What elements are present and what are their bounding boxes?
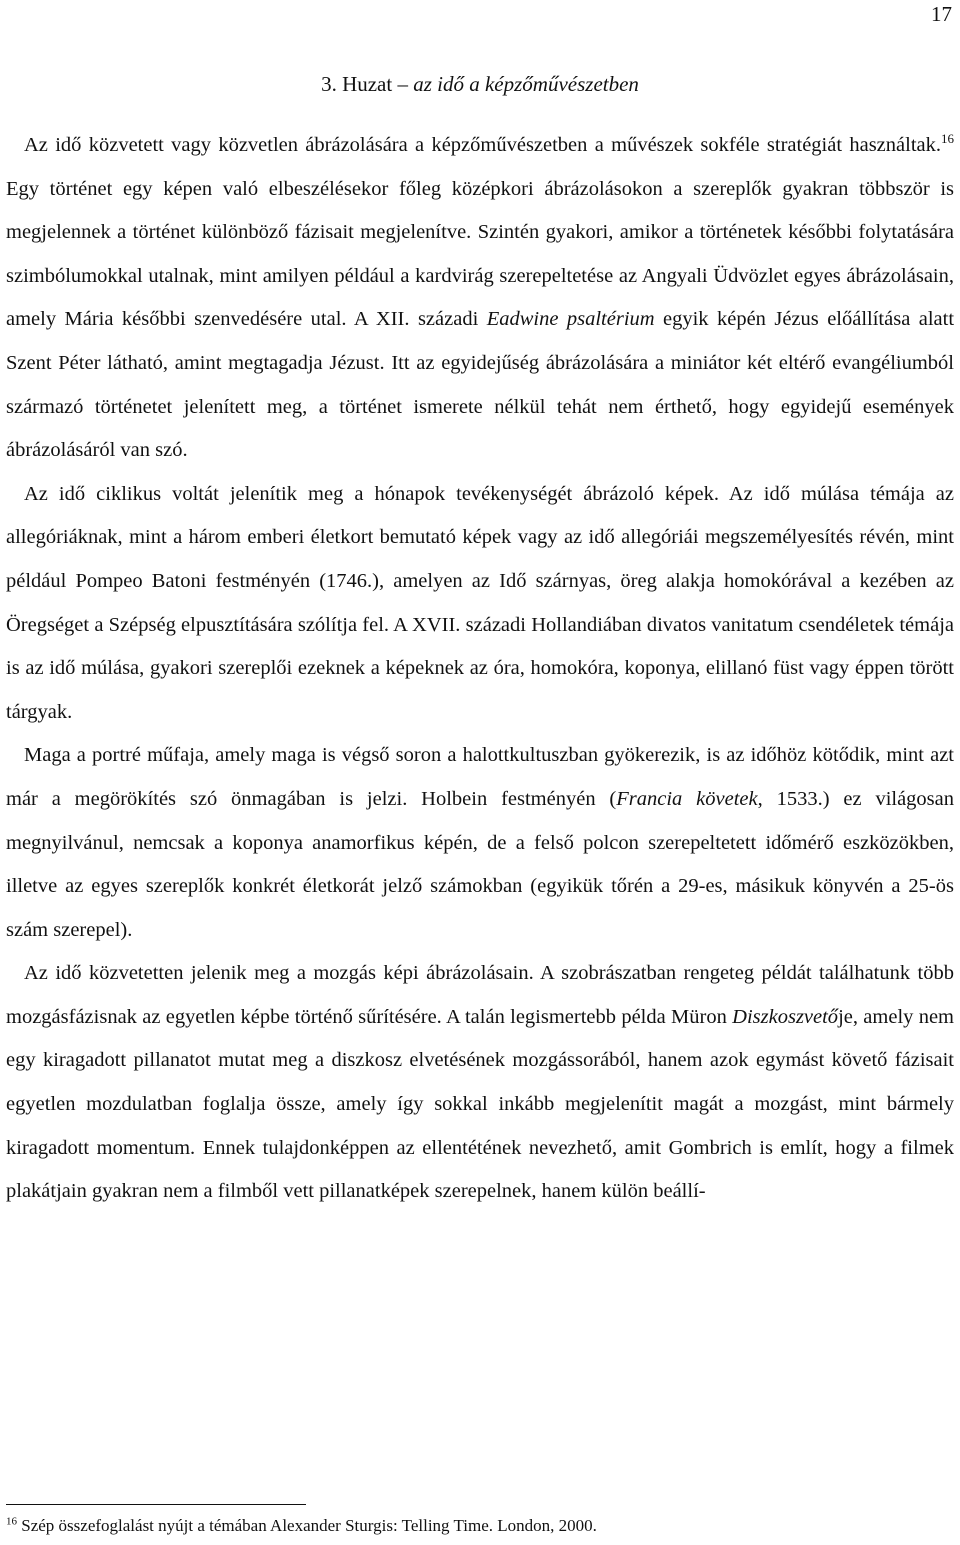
paragraph-4 — [6, 952, 954, 1214]
paragraph-3-text-a: Maga a portré műfaja, amely maga is végső soron a halottkultuszban gyökerezik, is az időhöz kötődik, mint azt már a megörökítés szó önmagában is jelzi. Holbein festményén ( — [6, 744, 954, 810]
paragraph-1-text-a: Az idő közvetett vagy közvetlen ábrázolására a képzőművészetben a művészek sokféle stratégiát használtak. — [24, 134, 941, 156]
body-text — [6, 124, 954, 1214]
chapter-number: 3. Huzat – — [321, 72, 414, 96]
paragraph-3-italic: Francia követek — [616, 787, 758, 810]
paragraph-2: Az idő ciklikus voltát jelenítik meg a hónapok tevékenységét ábrázoló képek. Az idő múlása témája az allegóriáknak, mint a három emberi életkort bemutató képek vagy az idő allegóriái megszemélyesítés révén, mint például Pompeo Batoni festményén (1746.), amelyen az Idő szárnyas, öreg alakja homokórával a kezében az Öregséget a Szépség elpusztítására szólítja fel. A XVII. századi Hollandiában divatos vanitatum csendéletek témája is az idő múlása, gyakori szereplői ezeknek a képeknek az óra, homokóra, koponya, elillanó füst vagy éppen törött tárgyak. — [6, 482, 954, 723]
paragraph-4-text-a: Az idő közvetetten jelenik meg a mozgás képi ábrázolásain. A szobrászatban rengeteg példát találhatunk több mozgásfázisnak az egyetlen képbe történő sűrítésére. A talán legismertebb példa Müron — [6, 962, 954, 1028]
paragraph-1-text-b: Egy történet egy képen való elbeszélésekor főleg középkori ábrázolásokon a szereplők gyakran többször is megjelennek a történet különböző fázisait megjelenítve. Szintén gyakori, amikor a történetek későbbi folytatására szimbólumokkal utalnak, mint amilyen például a kardvirág szerepeltetése az Angyali Üdvözlet egyes ábrázolásain, amely Mária későbbi szenvedésére utal. A XII. századi — [6, 177, 954, 331]
footnote-number: 16 — [6, 1515, 17, 1528]
footnote-text: Szép összefoglalást nyújt a témában Alexander Sturgis: Telling Time. London, 2000. — [21, 1516, 597, 1535]
footnote-divider — [6, 1504, 306, 1505]
chapter-title-italic: az idő a képzőművészetben — [413, 72, 639, 96]
paragraph-4-italic: Diszkoszvető — [732, 1005, 839, 1028]
paragraph-3 — [6, 734, 954, 952]
paragraph-4-text-b: je, amely nem egy kiragadott pillanatot mutat meg a diszkosz elvetésének mozgássorából, hanem azok egymást követő fázisait egyetlen mozdulatban foglalja össze, amely így sokkal inkább megjelenítit magát a mozgást, mint bármely kiragadott momentum. Ennek tulajdonképpen az ellentétének nevezhető, amit Gombrich is említ, hogy a filmek plakátjain gyakran nem a filmből vett pillanatképek szerepelnek, hanem külön beállí- — [6, 1005, 954, 1203]
paragraph-3-text-b: , 1533.) ez világosan megnyilvánul, nemcsak a koponya anamorfikus képén, de a felső polcon szerepeltetett időmérő eszközökben, illetve az egyes szereplők konkrét életkorát jelző számokban (egyikük tőrén a 29-es, másikuk könyvén a 25-ös szám szerepel). — [6, 787, 955, 941]
paragraph-1 — [6, 124, 954, 473]
paragraph-1-italic: Eadwine psaltérium — [486, 308, 655, 331]
chapter-title — [0, 72, 960, 97]
footnote-ref[interactable]: 16 — [941, 131, 954, 147]
page-number: 17 — [931, 2, 952, 26]
paragraph-1-text-c: egyik képén Jézus előállítása alatt Szent Péter látható, amint megtagadja Jézust. Itt az egyidejűség ábrázolására a miniátor két eltérő evangéliumból származó történetet jelenített meg, a történet ismerete nélkül tehát nem érthető, hogy egyidejű események ábrázolásáról van szó. — [6, 308, 955, 462]
footnote — [6, 1515, 954, 1537]
